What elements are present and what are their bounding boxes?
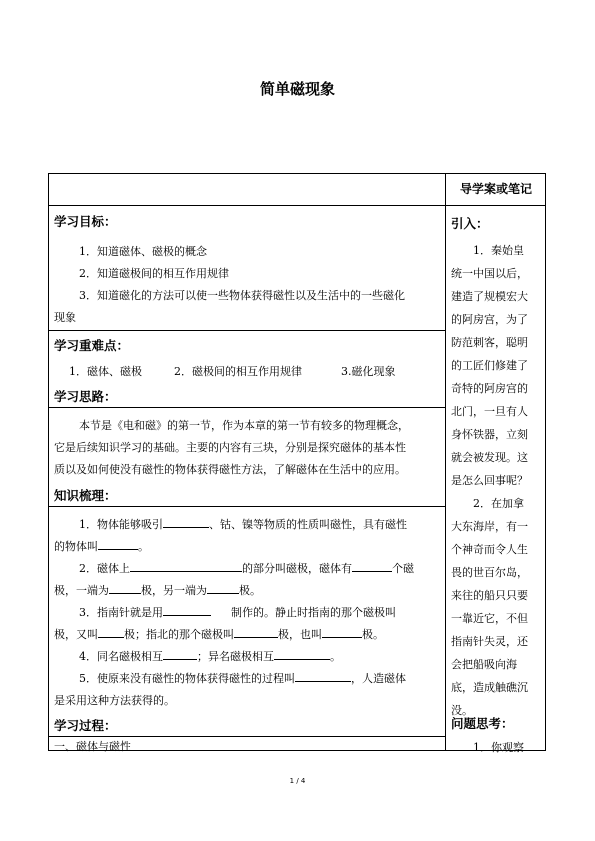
intro-line: 1．秦始皇: [473, 244, 524, 257]
intro-line: 北门，一旦有人: [451, 405, 528, 418]
intro-line: 防范刺客，聪明: [451, 336, 528, 349]
process-first-line: 一、磁体与磁性: [54, 740, 131, 753]
intro-line: 建造了规模宏大: [451, 290, 528, 303]
goal-2: 2．知道磁极间的相互作用规律: [79, 267, 229, 280]
key-point-2: 2．磁极间的相互作用规律: [174, 365, 302, 378]
blank: [98, 626, 124, 638]
section-divider: [49, 330, 445, 331]
intro-line: 会把船吸向海: [451, 658, 517, 671]
knowledge-item-2-cont: 极，一端为 极，另一端为 极。: [54, 584, 261, 597]
intro-line: 指南针失灵，还: [451, 635, 528, 648]
idea-line-1: 本节是《电和磁》的第一节，作为本章的第一节有较多的物理概念，: [79, 419, 409, 432]
blank: [130, 560, 242, 572]
knowledge-item-4: 4．同名磁极相互 ；异名磁极相互 。: [79, 650, 341, 663]
idea-line-2: 它是后续知识学习的基础。主要的内容有三块，分别是探究磁体的基本性: [54, 441, 406, 454]
intro-line: 畏的世百尔岛，: [451, 566, 528, 579]
key-point-1: 1．磁体、磁极: [69, 365, 142, 378]
knowledge-item-1: 1．物体能够吸引 、钴、镍等物质的性质叫磁性，具有磁性: [79, 518, 407, 531]
knowledge-item-1-cont: 的物体叫 。: [54, 540, 149, 553]
intro-line: 就会被发现。这: [451, 451, 528, 464]
intro-line: 统一中国以后，: [451, 267, 528, 280]
knowledge-heading: 知识梳理：: [54, 488, 117, 503]
intro-line: 大东海岸，有一: [451, 520, 528, 533]
blank: [207, 582, 239, 594]
question-first-line: 1．你观察: [473, 741, 524, 754]
side-column-header: 导学案或笔记: [459, 182, 532, 196]
intro-line: 的阿房宫，为了: [451, 313, 528, 326]
section-divider: [49, 506, 445, 507]
lesson-table: [48, 173, 546, 754]
column-divider: [445, 174, 446, 750]
intro-line: 的工匠们修建了: [451, 359, 528, 372]
goals-heading: 学习目标：: [54, 214, 117, 229]
intro-line: 奇特的阿房宫的: [451, 382, 528, 395]
header-divider: [49, 205, 545, 206]
process-heading: 学习过程：: [54, 718, 117, 733]
blank: [322, 626, 362, 638]
idea-heading: 学习思路：: [54, 389, 117, 404]
page-title: 简单磁现象: [259, 80, 335, 98]
intro-line: 没。: [451, 704, 473, 717]
blank: [274, 648, 330, 660]
goal-3: 3．知道磁化的方法可以使一些物体获得磁性以及生活中的一些磁化: [79, 289, 405, 302]
knowledge-item-3: 3．指南针就是用 制作的。静止时指南的那个磁极叫: [79, 606, 396, 619]
question-heading: 问题思考：: [451, 716, 514, 731]
page-number: 1 / 4: [289, 777, 306, 785]
goal-1: 1．知道磁体、磁极的概念: [79, 245, 207, 258]
knowledge-item-2: 2．磁体上 的部分叫磁极，磁体有 个磁: [79, 562, 414, 575]
intro-line: 底，造成触礁沉: [451, 681, 528, 694]
knowledge-item-5: 5．使原来没有磁性的物体获得磁性的过程叫 ，人造磁体: [79, 672, 406, 685]
goal-3-cont: 现象: [54, 311, 76, 324]
intro-line: 个神奇而令人生: [451, 543, 528, 556]
blank: [295, 670, 351, 682]
intro-heading: 引入：: [451, 216, 489, 231]
blank: [163, 516, 209, 528]
blank: [109, 582, 141, 594]
intro-line: 身怀铁器，立刻: [451, 428, 528, 441]
idea-line-3: 质以及如何使没有磁性的物体获得磁性方法，了解磁体在生活中的应用。: [54, 463, 406, 476]
blank: [163, 604, 211, 616]
intro-line: 2．在加拿: [473, 497, 524, 510]
section-divider: [49, 407, 445, 408]
blank: [352, 560, 392, 572]
intro-line: 是怎么回事呢？: [451, 474, 528, 487]
intro-line: 一靠近它，不但: [451, 612, 528, 625]
blank: [234, 626, 278, 638]
blank: [163, 648, 197, 660]
key-point-3: 3.磁化现象: [341, 365, 396, 378]
blank: [98, 538, 138, 550]
key-heading: 学习重难点：: [54, 338, 130, 353]
knowledge-item-5-cont: 是采用这种方法获得的。: [54, 694, 175, 707]
knowledge-item-3-cont: 极，又叫 极；指北的那个磁极叫 极，也叫 极。: [54, 628, 384, 641]
intro-line: 来往的船只只要: [451, 589, 528, 602]
